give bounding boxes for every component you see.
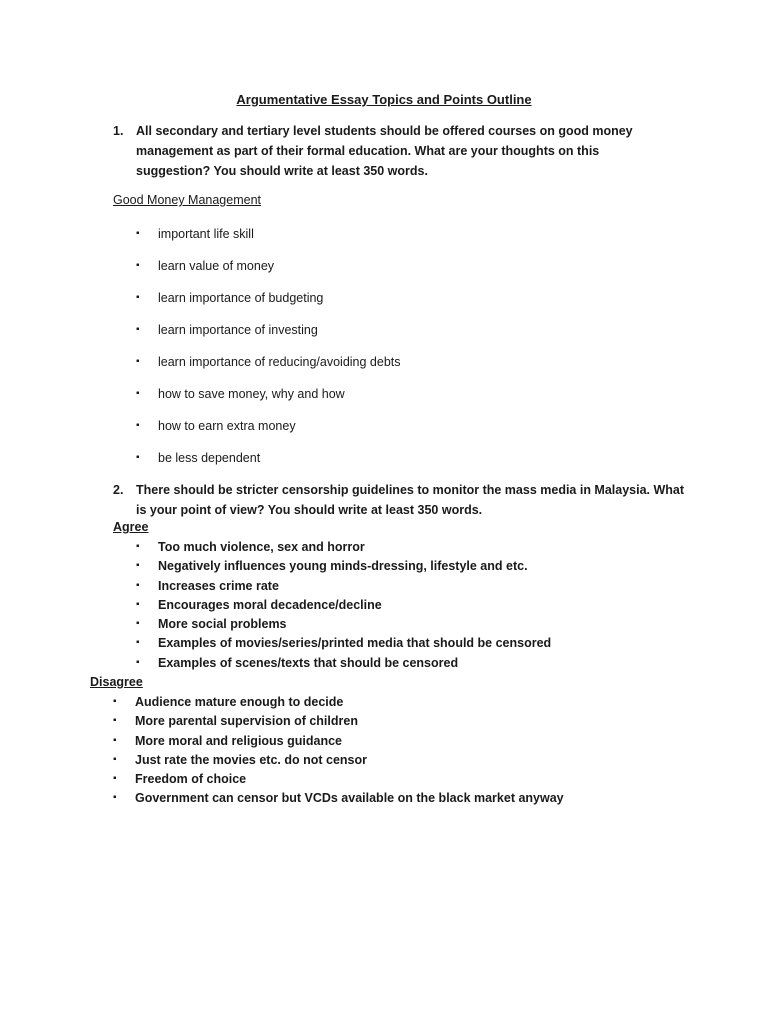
list-item: ▪ learn importance of investing xyxy=(136,323,318,337)
disagree-list xyxy=(113,694,564,810)
bullet-icon: ▪ xyxy=(136,618,140,630)
list-item: ▪ Examples of scenes/texts that should be censored xyxy=(136,655,459,670)
bullet-icon: ▪ xyxy=(136,637,140,649)
bullet-icon: ▪ xyxy=(136,388,140,399)
bullet-icon: ▪ xyxy=(113,715,117,727)
agree-heading: Agree xyxy=(113,520,149,534)
list-item: ▪ learn importance of budgeting xyxy=(136,291,324,305)
list-item: ▪ Audience mature enough to decide xyxy=(113,695,344,709)
question-1-number: 1. xyxy=(113,124,124,138)
list-item: ▪ important life skill xyxy=(136,227,254,241)
question-2-number: 2. xyxy=(113,483,124,497)
bullet-icon: ▪ xyxy=(136,420,140,431)
bullet-icon: ▪ xyxy=(113,696,117,707)
bullet-icon: ▪ xyxy=(136,292,140,303)
list-item: ▪ Just rate the movies etc. do not censor xyxy=(113,752,368,767)
good-money-management-list xyxy=(136,226,401,482)
document-title: Argumentative Essay Topics and Points Outline xyxy=(236,92,532,107)
list-item: ▪ Freedom of choice xyxy=(113,772,247,787)
disagree-heading: Disagree xyxy=(90,675,143,689)
bullet-icon: ▪ xyxy=(136,356,140,367)
bullet-icon: ▪ xyxy=(136,260,140,271)
bullet-icon: ▪ xyxy=(136,452,140,463)
bullet-icon: ▪ xyxy=(113,773,117,785)
question-2 xyxy=(113,480,693,520)
bullet-icon: ▪ xyxy=(113,792,117,804)
question-2-text: There should be stricter censorship guidelines to monitor the mass media in Malaysia. What is your point of view? You should write at least 350 words. xyxy=(136,483,685,517)
bullet-icon: ▪ xyxy=(136,579,140,591)
list-item: ▪ how to earn extra money xyxy=(136,419,296,433)
list-item: ▪ learn value of money xyxy=(136,259,275,273)
list-item: ▪ how to save money, why and how xyxy=(136,387,345,401)
list-item: ▪ More social problems xyxy=(136,617,287,632)
list-item: ▪ learn importance of reducing/avoiding debts xyxy=(136,355,401,369)
bullet-icon: ▪ xyxy=(136,598,140,610)
list-item: ▪ Examples of movies/series/printed media that should be censored xyxy=(136,636,552,651)
bullet-icon: ▪ xyxy=(113,753,117,765)
list-item: ▪ be less dependent xyxy=(136,451,261,465)
bullet-icon: ▪ xyxy=(136,656,140,668)
bullet-icon: ▪ xyxy=(136,324,140,335)
question-1 xyxy=(113,121,673,181)
agree-list xyxy=(136,539,551,674)
bullet-icon: ▪ xyxy=(136,228,140,239)
question-1-text: All secondary and tertiary level students should be offered courses on good money management as part of their formal education. What are your thoughts on this suggestion? You should write at least 350 words. xyxy=(136,124,633,178)
list-item: ▪ Negatively influences young minds-dressing, lifestyle and etc. xyxy=(136,559,528,574)
list-item: ▪ More parental supervision of children xyxy=(113,714,358,729)
bullet-icon: ▪ xyxy=(136,541,140,552)
list-item: ▪ Too much violence, sex and horror xyxy=(136,540,365,554)
bullet-icon: ▪ xyxy=(136,560,140,572)
list-item: ▪ More moral and religious guidance xyxy=(113,733,342,748)
list-item: ▪ Government can censor but VCDs available on the black market anyway xyxy=(113,791,564,806)
good-money-management-heading: Good Money Management xyxy=(113,193,262,207)
list-item: ▪ Increases crime rate xyxy=(136,578,279,593)
list-item: ▪ Encourages moral decadence/decline xyxy=(136,597,382,612)
bullet-icon: ▪ xyxy=(113,734,117,746)
